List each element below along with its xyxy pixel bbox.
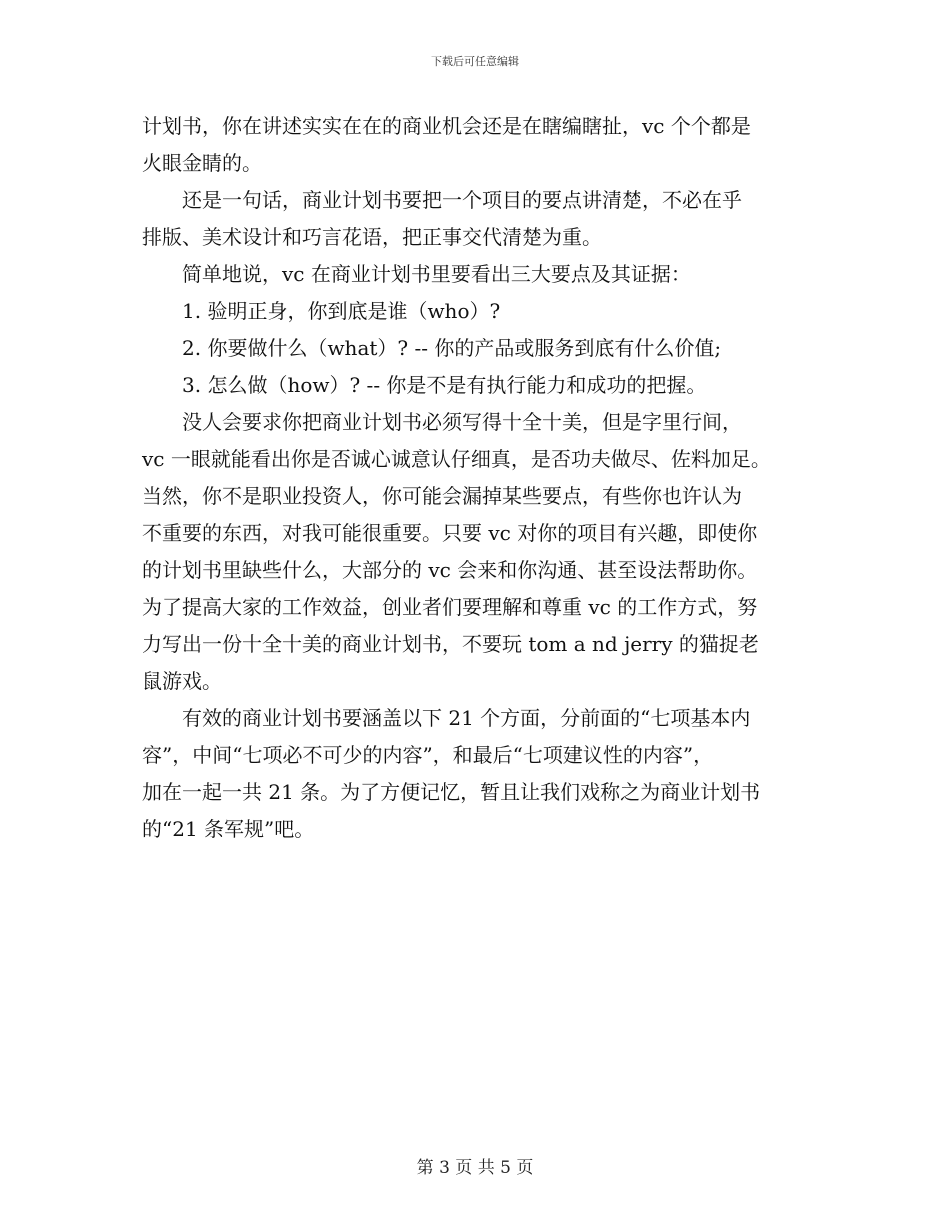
page-header: 下载后可任意编辑: [431, 55, 519, 68]
text-line: 鼠游戏。: [142, 669, 222, 693]
text-line: 当然，你不是职业投资人，你可能会漏掉某些要点，有些你也许认为: [142, 484, 742, 508]
text-line: 不重要的东西，对我可能很重要。只要 vc 对你的项目有兴趣，即使你: [142, 521, 758, 545]
text-line: 排版、美术设计和巧言花语，把正事交代清楚为重。: [142, 225, 602, 249]
text-line: 没人会要求你把商业计划书必须写得十全十美，但是字里行间，: [142, 410, 742, 434]
text-line: vc 一眼就能看出你是否诚心诚意认仔细真，是否功夫做尽、佐料加足。: [142, 447, 771, 471]
document-body: [142, 108, 822, 848]
text-line: 的“21 条军规”吧。: [142, 817, 315, 841]
text-line: 有效的商业计划书要涵盖以下 21 个方面，分前面的“七项基本内: [142, 706, 751, 730]
page-number-footer: 第 3 页 共 5 页: [416, 1158, 534, 1178]
list-item: 1. 验明正身，你到底是谁（who）?: [142, 299, 501, 323]
text-line: 容”，中间“七项必不可少的内容”，和最后“七项建议性的内容”，: [142, 743, 714, 767]
text-line: 的计划书里缺些什么，大部分的 vc 会来和你沟通、甚至设法帮助你。: [142, 558, 758, 582]
list-item: 2. 你要做什么（what）? -- 你的产品或服务到底有什么价值;: [142, 336, 722, 360]
text-line: 加在一起一共 21 条。为了方便记忆，暂且让我们戏称之为商业计划书: [142, 780, 761, 804]
text-line: 火眼金睛的。: [142, 151, 262, 175]
text-line: 力写出一份十全十美的商业计划书，不要玩 tom a nd jerry 的猫捉老: [142, 632, 759, 656]
text-line: 为了提高大家的工作效益，创业者们要理解和尊重 vc 的工作方式，努: [142, 595, 758, 619]
list-item: 3. 怎么做（how）? -- 你是不是有执行能力和成功的把握。: [142, 373, 707, 397]
text-line: 简单地说，vc 在商业计划书里要看出三大要点及其证据：: [142, 262, 691, 286]
text-line: 还是一句话，商业计划书要把一个项目的要点讲清楚，不必在乎: [142, 188, 742, 212]
text-line: 计划书，你在讲述实实在在的商业机会还是在瞎编瞎扯，vc 个个都是: [142, 114, 751, 138]
